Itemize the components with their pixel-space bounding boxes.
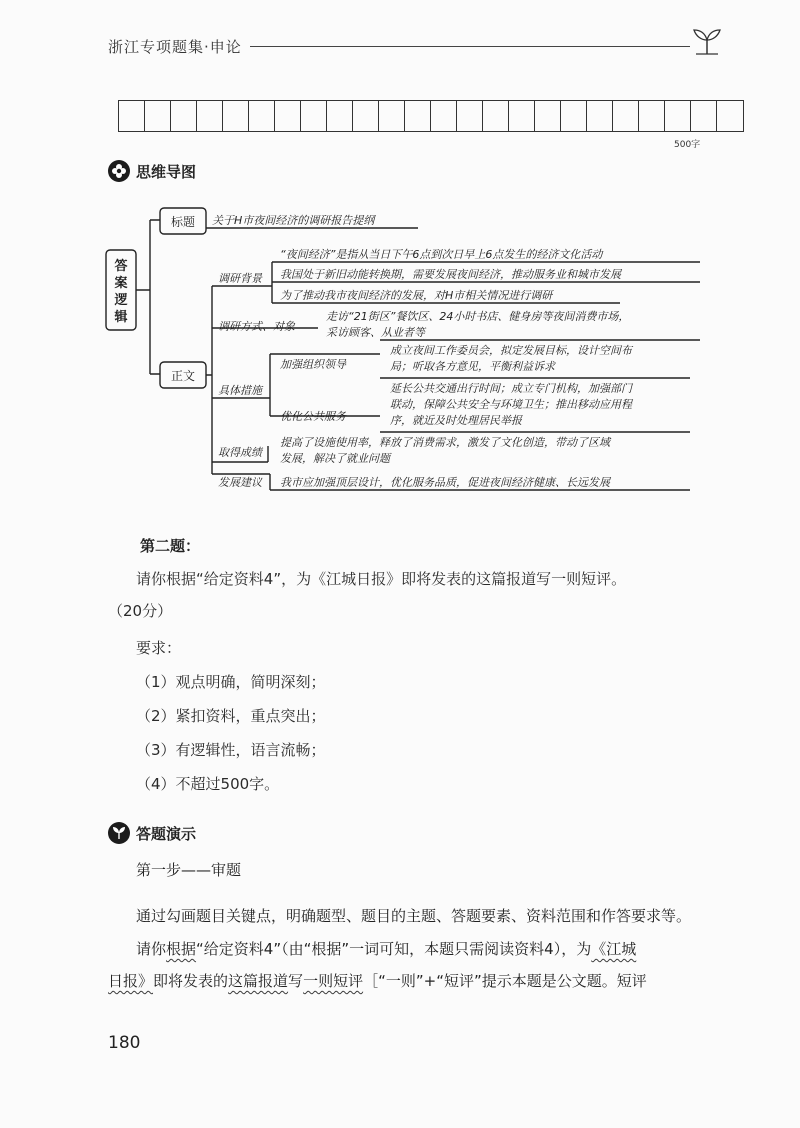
sprout-icon bbox=[690, 28, 724, 60]
mm-results-line-1: 提高了设施使用率，释放了消费需求，激发了文化创造，带动了区域 bbox=[280, 436, 610, 449]
mm-root-char-1: 答 bbox=[114, 259, 128, 274]
mm-root-char-3: 逻 bbox=[114, 293, 128, 308]
mm-background-label: 调研背景 bbox=[218, 272, 262, 285]
question-2-title: 第二题： bbox=[140, 537, 201, 555]
mm-leadership-line-2: 局；听取各方意见，平衡利益诉求 bbox=[390, 360, 555, 373]
mm-root-char-4: 辑 bbox=[114, 310, 128, 325]
mm-method-label: 调研方式、对象 bbox=[218, 320, 295, 333]
requirement-4: （4）不超过500字。 bbox=[136, 775, 280, 793]
mm-title-text: 关于H市夜间经济的调研报告提纲 bbox=[212, 214, 375, 227]
mind-map bbox=[100, 198, 700, 498]
header-title: 浙江专项题集·申论 bbox=[108, 38, 242, 56]
mindmap-section-title: 思维导图 bbox=[136, 162, 197, 181]
mm-background-line-1: “夜间经济”是指从当日下午6点到次日早上6点发生的经济文化活动 bbox=[280, 248, 603, 261]
mm-leadership-line-1: 成立夜间工作委员会，拟定发展目标，设计空间布 bbox=[390, 344, 632, 357]
word-count-label: 500字 bbox=[674, 140, 701, 150]
mm-measures-label: 具体措施 bbox=[218, 384, 262, 397]
leaf-icon bbox=[108, 822, 130, 844]
demo-paragraph-2: 请你根据“给定资料4”（由“根据”一词可知，本题只需阅读资料4），为《江城 bbox=[136, 940, 637, 958]
demo-paragraph-3: 日报》即将发表的这篇报道写一则短评［“一则”+“短评”提示本题是公文题。短评 bbox=[108, 972, 647, 990]
mm-background-line-3: 为了推动我市夜间经济的发展，对H市相关情况进行调研 bbox=[280, 289, 553, 302]
mm-suggestions-label: 发展建议 bbox=[218, 476, 262, 489]
mm-suggestions-text: 我市应加强顶层设计，优化服务品质，促进夜间经济健康、长远发展 bbox=[280, 476, 610, 489]
demo-section-header bbox=[108, 822, 196, 844]
mm-service-line-2: 联动，保障公共安全与环境卫生；推出移动应用程 bbox=[390, 398, 632, 411]
mm-service-line-3: 序，就近及时处理居民举报 bbox=[390, 414, 522, 427]
mm-service-label: 优化公共服务 bbox=[280, 410, 346, 423]
mm-service-line-1: 延长公共交通出行时间；成立专门机构，加强部门 bbox=[390, 382, 632, 395]
header-rule bbox=[250, 46, 690, 47]
mm-method-line-1: 走访“21街区”餐饮区、24小时书店、健身房等夜间消费市场， bbox=[326, 310, 630, 323]
mm-results-label: 取得成绩 bbox=[218, 446, 262, 459]
demo-section-title: 答题演示 bbox=[136, 824, 197, 843]
requirement-1: （1）观点明确，简明深刻； bbox=[136, 673, 326, 691]
mm-title-label: 标题 bbox=[170, 215, 196, 229]
mm-results-line-2: 发展，解决了就业问题 bbox=[280, 452, 390, 465]
mm-leadership-label: 加强组织领导 bbox=[280, 358, 346, 371]
requirement-2: （2）紧扣资料，重点突出； bbox=[136, 707, 326, 725]
requirements-title: 要求： bbox=[136, 639, 182, 657]
demo-paragraph-1: 通过勾画题目关键点，明确题型、题目的主题、答题要素、资料范围和作答要求等。 bbox=[136, 907, 692, 925]
mindmap-section-header bbox=[108, 160, 196, 182]
step-1-title: 第一步——审题 bbox=[136, 861, 242, 879]
page-number: 180 bbox=[108, 1033, 141, 1053]
mm-method-line-2: 采访顾客、从业者等 bbox=[326, 326, 425, 339]
mm-body-label: 正文 bbox=[170, 369, 196, 383]
mm-root-char-2: 案 bbox=[114, 276, 128, 291]
question-2-prompt: 请你根据“给定资料4”，为《江城日报》即将发表的这篇报道写一则短评。 bbox=[136, 570, 627, 588]
flower-icon bbox=[108, 160, 130, 182]
answer-grid bbox=[118, 100, 744, 132]
mm-background-line-2: 我国处于新旧动能转换期，需要发展夜间经济，推动服务业和城市发展 bbox=[280, 268, 621, 281]
question-2-score: （20分） bbox=[108, 602, 173, 620]
requirement-3: （3）有逻辑性，语言流畅； bbox=[136, 741, 326, 759]
